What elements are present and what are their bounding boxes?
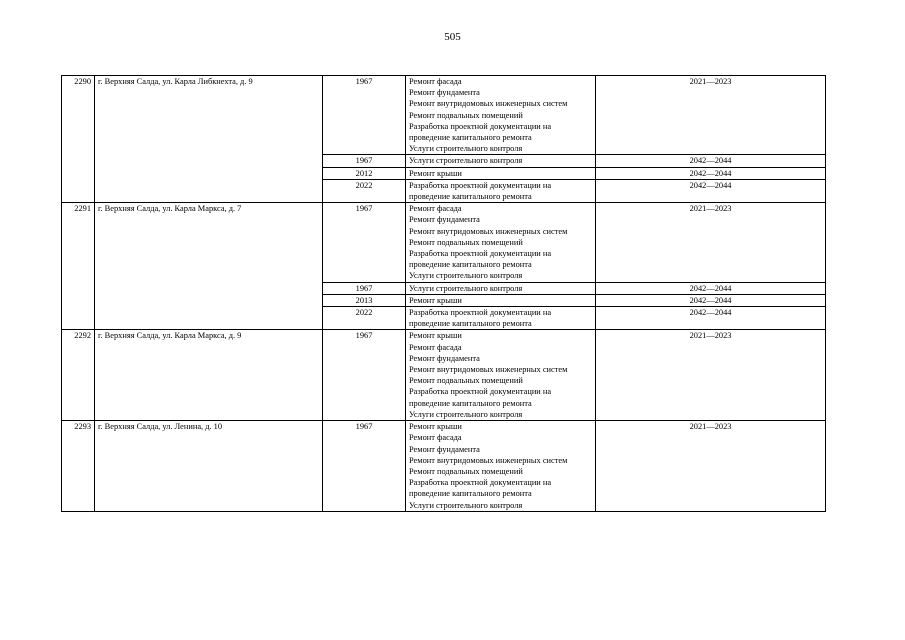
- table-row: [62, 203, 826, 282]
- works-cell: [406, 167, 596, 179]
- work-item: Ремонт фасада: [409, 342, 462, 352]
- works-cell: [406, 179, 596, 202]
- table-row: [62, 76, 826, 155]
- work-item: проведение капитального ремонта: [409, 319, 532, 329]
- work-item: Ремонт внутридомовых инженерных систем: [409, 365, 568, 375]
- work-item: Разработка проектной документации на: [409, 180, 552, 190]
- period-cell: 2021—2023: [596, 421, 826, 512]
- work-item: Услуги строительного контроля: [409, 500, 523, 510]
- year-cell: 2013: [323, 294, 406, 306]
- row-number-cell: 2293: [62, 421, 95, 512]
- year-cell: 1967: [323, 155, 406, 167]
- work-item: Ремонт фундамента: [409, 444, 480, 454]
- period-cell: 2042—2044: [596, 167, 826, 179]
- period-cell: 2042—2044: [596, 282, 826, 294]
- work-item: Ремонт крыши: [409, 422, 462, 432]
- year-cell: 1967: [323, 76, 406, 155]
- work-item: Ремонт фасада: [409, 204, 462, 214]
- work-item: проведение капитального ремонта: [409, 133, 532, 143]
- address-cell: г. Верхняя Салда, ул. Карла Маркса, д. 7: [95, 203, 323, 330]
- work-item: Услуги строительного контроля: [409, 283, 523, 293]
- address-cell: г. Верхняя Салда, ул. Карла Маркса, д. 9: [95, 330, 323, 421]
- repair-schedule-table: [61, 75, 826, 512]
- work-item: Разработка проектной документации на: [409, 478, 552, 488]
- work-item: Ремонт подвальных помещений: [409, 237, 523, 247]
- work-item: Ремонт крыши: [409, 295, 462, 305]
- work-item: проведение капитального ремонта: [409, 489, 532, 499]
- works-cell: [406, 330, 596, 421]
- work-item: Разработка проектной документации на: [409, 308, 552, 318]
- table-row: [62, 421, 826, 512]
- work-item: Услуги строительного контроля: [409, 156, 523, 166]
- work-item: Ремонт внутридомовых инженерных систем: [409, 226, 568, 236]
- work-item: Ремонт фундамента: [409, 88, 480, 98]
- work-item: Разработка проектной документации на: [409, 249, 552, 259]
- year-cell: 2012: [323, 167, 406, 179]
- work-item: Ремонт внутридомовых инженерных систем: [409, 455, 568, 465]
- period-cell: 2042—2044: [596, 294, 826, 306]
- work-item: Ремонт фундамента: [409, 215, 480, 225]
- table-body: [62, 76, 826, 512]
- row-number-cell: 2290: [62, 76, 95, 203]
- works-cell: [406, 76, 596, 155]
- address-cell: г. Верхняя Салда, ул. Карла Либкнехта, д. 9: [95, 76, 323, 203]
- works-cell: [406, 294, 596, 306]
- period-cell: 2021—2023: [596, 330, 826, 421]
- work-item: Ремонт подвальных помещений: [409, 110, 523, 120]
- year-cell: 1967: [323, 421, 406, 512]
- work-item: Ремонт подвальных помещений: [409, 376, 523, 386]
- work-item: Разработка проектной документации на: [409, 387, 552, 397]
- period-cell: 2042—2044: [596, 179, 826, 202]
- work-item: Ремонт фундамента: [409, 353, 480, 363]
- row-number-cell: 2291: [62, 203, 95, 330]
- work-item: Ремонт фасада: [409, 433, 462, 443]
- row-number-cell: 2292: [62, 330, 95, 421]
- works-cell: [406, 307, 596, 330]
- work-item: проведение капитального ремонта: [409, 260, 532, 270]
- work-item: Разработка проектной документации на: [409, 121, 552, 131]
- works-cell: [406, 282, 596, 294]
- year-cell: 1967: [323, 203, 406, 282]
- period-cell: 2042—2044: [596, 307, 826, 330]
- table-row: [62, 330, 826, 421]
- year-cell: 1967: [323, 282, 406, 294]
- year-cell: 1967: [323, 330, 406, 421]
- works-cell: [406, 203, 596, 282]
- work-item: Услуги строительного контроля: [409, 144, 523, 154]
- address-cell: г. Верхняя Салда, ул. Ленина, д. 10: [95, 421, 323, 512]
- work-item: Ремонт подвальных помещений: [409, 466, 523, 476]
- work-item: Услуги строительного контроля: [409, 409, 523, 419]
- work-item: Ремонт крыши: [409, 168, 462, 178]
- work-item: Услуги строительного контроля: [409, 271, 523, 281]
- works-cell: [406, 421, 596, 512]
- period-cell: 2042—2044: [596, 155, 826, 167]
- work-item: Ремонт крыши: [409, 331, 462, 341]
- work-item: Ремонт внутридомовых инженерных систем: [409, 99, 568, 109]
- year-cell: 2022: [323, 307, 406, 330]
- page-number: 505: [444, 31, 461, 43]
- work-item: Ремонт фасада: [409, 77, 462, 86]
- period-cell: 2021—2023: [596, 76, 826, 155]
- year-cell: 2022: [323, 179, 406, 202]
- work-item: проведение капитального ремонта: [409, 398, 532, 408]
- works-cell: [406, 155, 596, 167]
- period-cell: 2021—2023: [596, 203, 826, 282]
- work-item: проведение капитального ремонта: [409, 192, 532, 202]
